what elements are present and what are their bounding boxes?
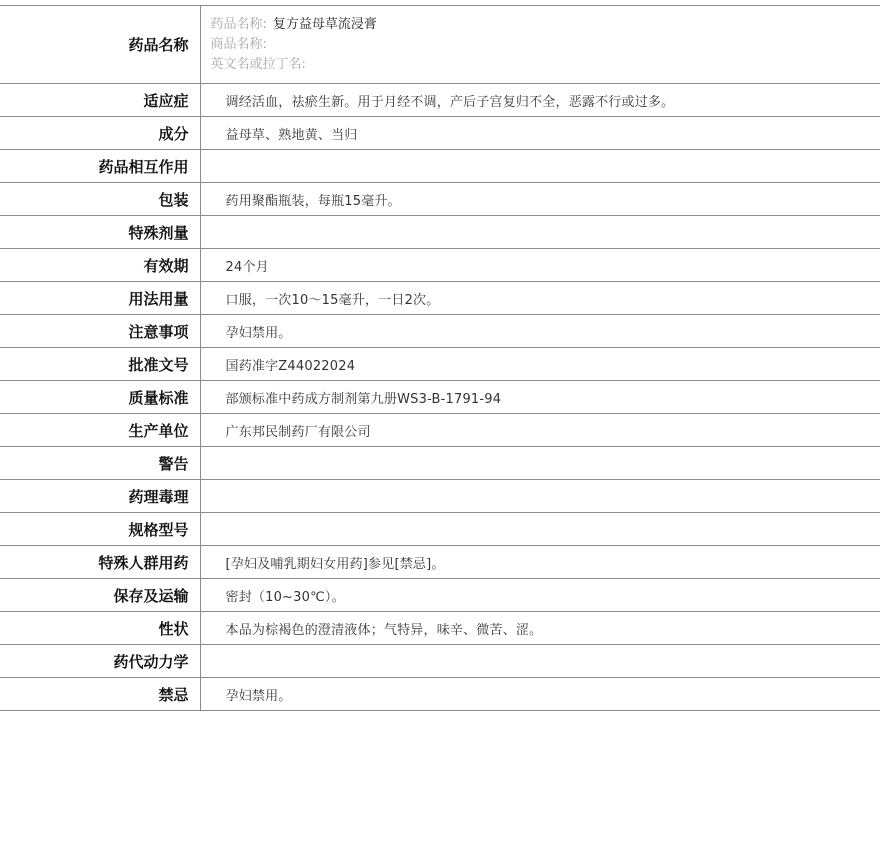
row-label: 生产单位: [0, 414, 200, 447]
row-label: 特殊剂量: [0, 216, 200, 249]
table-row-storage: [0, 579, 880, 612]
row-label: 药代动力学: [0, 645, 200, 678]
english-name-line: [211, 55, 880, 75]
row-label: 质量标准: [0, 381, 200, 414]
table-row-ingredients: [0, 117, 880, 150]
table-row-dosage: [0, 282, 880, 315]
row-value: [200, 447, 880, 480]
row-label: 用法用量: [0, 282, 200, 315]
table-row-packaging: [0, 183, 880, 216]
table-row-pharmacology: [0, 480, 880, 513]
generic-name-line: [211, 15, 880, 35]
row-label: 批准文号: [0, 348, 200, 381]
row-label: 特殊人群用药: [0, 546, 200, 579]
table-row-warning: [0, 447, 880, 480]
row-value: 密封（10~30℃）。: [200, 579, 880, 612]
generic-name-value: 复方益母草流浸膏: [272, 16, 377, 32]
drug-name-row: [0, 6, 880, 84]
row-value: [200, 645, 880, 678]
row-value: 孕妇禁用。: [200, 315, 880, 348]
table-row-specification: [0, 513, 880, 546]
row-value: [200, 150, 880, 183]
row-value: 本品为棕褐色的澄清液体；气特异，味辛、微苦、涩。: [200, 612, 880, 645]
table-row-description: [0, 612, 880, 645]
table-row-drug-interactions: [0, 150, 880, 183]
row-value: 部颁标准中药成方制剂第九册WS3-B-1791-94: [200, 381, 880, 414]
table-row-shelf-life: [0, 249, 880, 282]
row-label: 性状: [0, 612, 200, 645]
table-row-special-populations: [0, 546, 880, 579]
row-value: 24个月: [200, 249, 880, 282]
row-label: 药理毒理: [0, 480, 200, 513]
generic-name-key: 药品名称:: [210, 16, 267, 32]
row-value: 药用聚酯瓶装，每瓶15毫升。: [200, 183, 880, 216]
trade-name-line: [211, 35, 880, 55]
row-label: 注意事项: [0, 315, 200, 348]
table-row-contraindications: [0, 678, 880, 711]
row-label: 规格型号: [0, 513, 200, 546]
drug-info-table: [0, 5, 880, 711]
row-label: 成分: [0, 117, 200, 150]
table-row-manufacturer: [0, 414, 880, 447]
trade-name-key: 商品名称:: [210, 36, 267, 52]
row-value: 口服，一次10～15毫升，一日2次。: [200, 282, 880, 315]
row-value: [200, 216, 880, 249]
drug-name-cell: [200, 6, 880, 84]
row-value: [200, 513, 880, 546]
row-label: 包装: [0, 183, 200, 216]
row-value: 国药准字Z44022024: [200, 348, 880, 381]
row-label: 警告: [0, 447, 200, 480]
row-value: 调经活血，祛瘀生新。用于月经不调，产后子宫复归不全，恶露不行或过多。: [200, 84, 880, 117]
table-row-quality-standard: [0, 381, 880, 414]
row-label: 禁忌: [0, 678, 200, 711]
row-label: 适应症: [0, 84, 200, 117]
row-value: [孕妇及哺乳期妇女用药]参见[禁忌]。: [200, 546, 880, 579]
table-row-special-dosage: [0, 216, 880, 249]
row-value: [200, 480, 880, 513]
table-row-pharmacokinetics: [0, 645, 880, 678]
table-row-approval-number: [0, 348, 880, 381]
row-label: 保存及运输: [0, 579, 200, 612]
row-value: 益母草、熟地黄、当归: [200, 117, 880, 150]
drug-name-label: 药品名称: [0, 6, 200, 84]
row-value: 孕妇禁用。: [200, 678, 880, 711]
row-label: 有效期: [0, 249, 200, 282]
table-row-indications: [0, 84, 880, 117]
row-value: 广东邦民制药厂有限公司: [200, 414, 880, 447]
table-row-precautions: [0, 315, 880, 348]
row-label: 药品相互作用: [0, 150, 200, 183]
english-name-key: 英文名或拉丁名:: [210, 56, 306, 72]
